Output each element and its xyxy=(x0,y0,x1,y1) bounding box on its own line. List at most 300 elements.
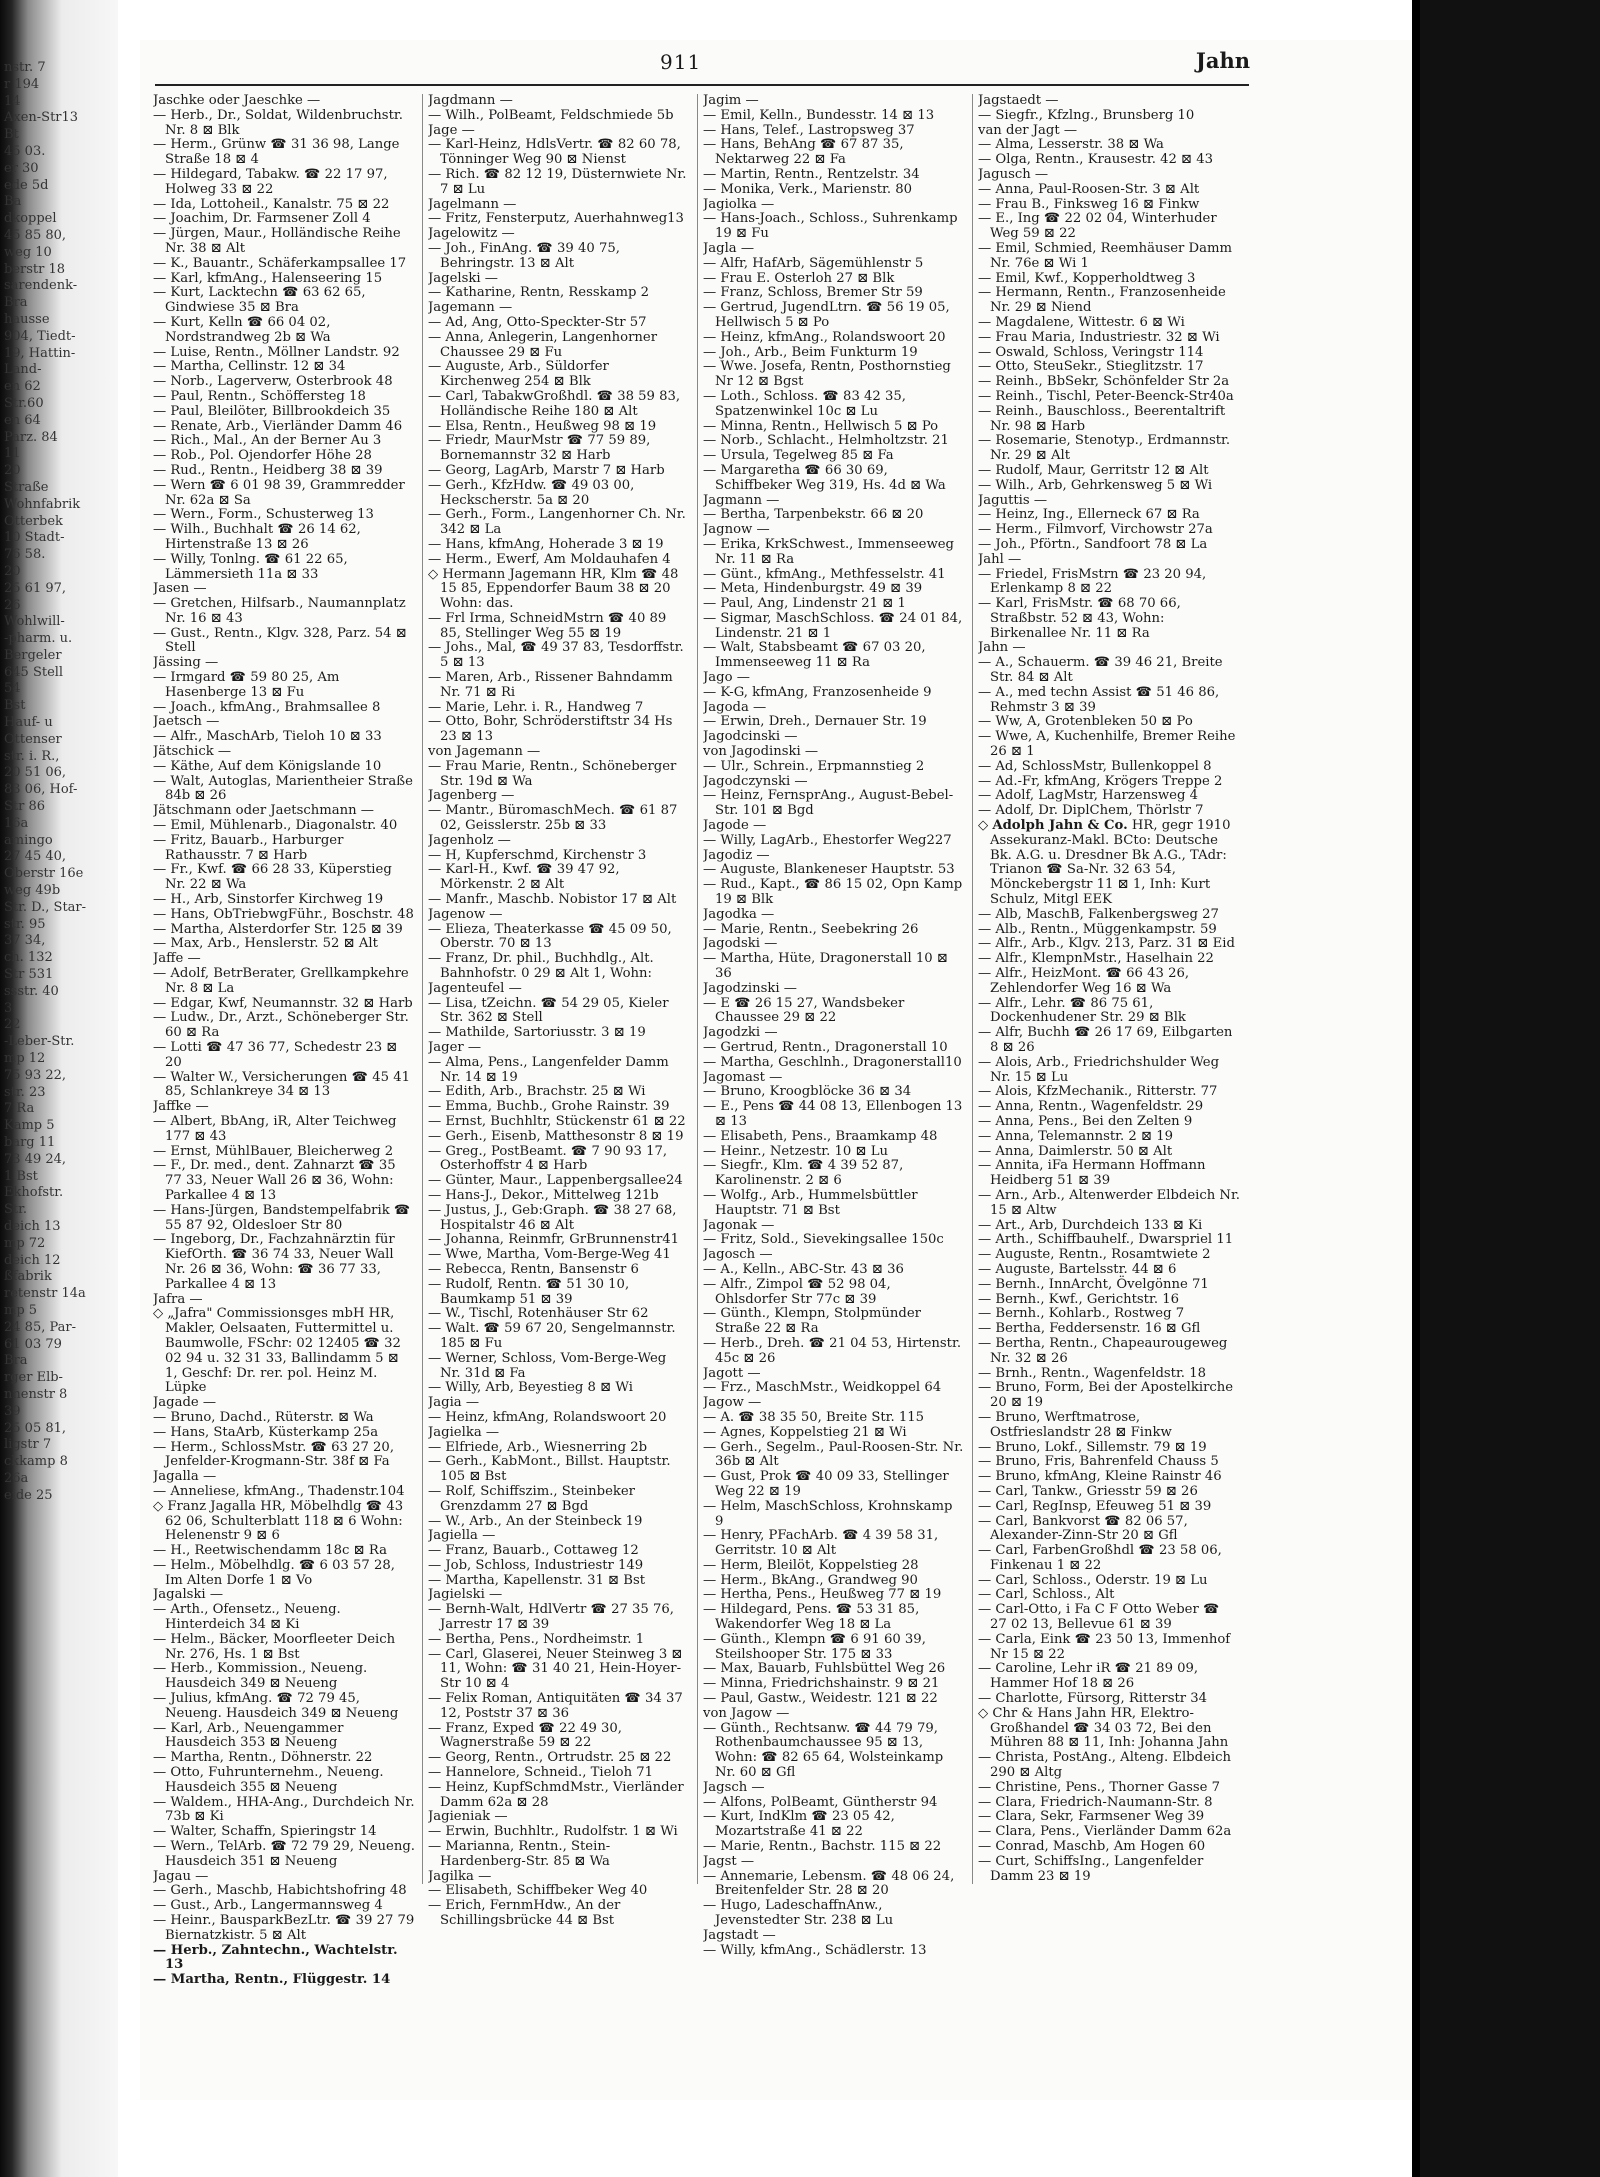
surname-heading: Jätschick — xyxy=(153,744,232,760)
directory-entry: — Otto, Bohr, Schröderstiftstr 34 Hs 23 ⊠ 13 xyxy=(428,714,673,745)
directory-entry: — Bruno, Lokf., Sillemstr. 79 ⊠ 19 xyxy=(978,1439,1207,1455)
directory-entry: — Rosemarie, Stenotyp., Erdmannstr. Nr. 29 ⊠ Alt xyxy=(978,433,1231,464)
directory-entry: — Anna, Anlegerin, Langenhorner Chaussee 29 ⊠ Fu xyxy=(428,329,658,360)
surname-heading: Jaffke — xyxy=(153,1099,209,1115)
directory-entry: — Rolf, Schiffszim., Steinbeker Grenzdamm 27 ⊠ Bgd xyxy=(428,1483,635,1514)
left-page-text: 645 Stell xyxy=(4,664,64,680)
directory-entry: — Fr., Kwf. ☎ 66 28 33, Küperstieg Nr. 22 ⊠ Wa xyxy=(153,862,392,893)
directory-entry: — Max, Arb., Henslerstr. 52 ⊠ Alt xyxy=(153,936,378,952)
directory-entry: — Bertha, Tarpenbekstr. 66 ⊠ 20 xyxy=(703,507,924,523)
surname-heading: Jaguttis — xyxy=(978,492,1048,508)
directory-entry: — Luise, Rentn., Möllner Landstr. 92 xyxy=(153,344,400,360)
directory-entry: — Rebecca, Rentn, Bansenstr 6 xyxy=(428,1261,639,1277)
directory-entry: — Lotti ☎ 47 36 77, Schedestr 23 ⊠ 20 xyxy=(153,1040,398,1070)
directory-entry: — Wern ☎ 6 01 98 39, Grammredder Nr. 62a ⊠ Sa xyxy=(153,477,405,508)
directory-entry: — Gertrud, Rentn., Dragonerstall 10 xyxy=(703,1040,948,1055)
directory-entry: — Clara, Friedrich-Naumann-Str. 8 xyxy=(978,1794,1213,1810)
directory-entry: — Gerh., Eisenb, Matthesonstr 8 ⊠ 19 xyxy=(428,1128,684,1144)
directory-entry: ◇ Chr & Hans Jahn HR, Elektro-Großhandel ☎ 34 03 72, Bei den Mühren 88 ⊠ 11, Inh: Johanna Jahn xyxy=(978,1705,1229,1751)
directory-entry: — Fritz, Sold., Sievekingsallee 150c xyxy=(703,1232,944,1248)
left-page-text: ssstr. 40 xyxy=(4,983,59,999)
directory-entry: — Helm., Bäcker, Moorfleeter Deich Nr. 276, Hs. 1 ⊠ Bst xyxy=(153,1631,396,1662)
directory-entry: — Reinh., BbSekr, Schönfelder Str 2a xyxy=(978,374,1230,390)
directory-entry: — Bernh., Kwf., Gerichtstr. 16 xyxy=(978,1291,1179,1307)
directory-entry: — Herb., Dr., Soldat, Wildenbruchstr. Nr. 8 ⊠ Blk xyxy=(153,107,403,138)
surname-heading: Jagmann — xyxy=(703,492,780,508)
directory-entry: — W., Arb., An der Steinbeck 19 xyxy=(428,1513,643,1529)
directory-entry: — Alfons, PolBeamt, Güntherstr 94 xyxy=(703,1794,938,1810)
directory-column-4 xyxy=(978,94,1240,1884)
surname-heading: Jagla — xyxy=(703,240,755,256)
directory-entry: — Wwe. Josefa, Rentn, Posthornstieg Nr 12 ⊠ Bgst xyxy=(703,359,951,390)
directory-entry: — Clara, Sekr, Farmsener Weg 39 xyxy=(978,1809,1205,1825)
directory-entry: — Günth., Klempn, Stolpmünder Straße 22 ⊠ Ra xyxy=(703,1306,921,1337)
left-page-text: deich 13 xyxy=(4,1218,61,1234)
left-page-text: str. i. R., xyxy=(4,748,60,764)
directory-entry: — Bernh., Kohlarb., Rostweg 7 xyxy=(978,1306,1185,1322)
running-keyword: Jahn xyxy=(1195,48,1250,73)
directory-entry: — Emil, Kelln., Bundesstr. 14 ⊠ 13 xyxy=(703,107,935,123)
surname-heading: Jasen — xyxy=(153,581,207,597)
surname-heading: Jagsch — xyxy=(703,1779,765,1795)
directory-entry: — Siegfr., Klm. ☎ 4 39 52 87, Karolinenstr. 2 ⊠ 6 xyxy=(703,1158,904,1189)
left-page-text: Str 86 xyxy=(4,799,46,815)
directory-entry: — H., Reetwischendamm 18c ⊠ Ra xyxy=(153,1543,387,1559)
left-page-text: 3 xyxy=(4,1000,13,1016)
directory-entry: — Agnes, Koppelstieg 21 ⊠ Wi xyxy=(703,1424,907,1440)
directory-entry: — K-G, kfmAng, Franzosenheide 9 xyxy=(703,684,932,700)
left-page-text: 61 03 79 xyxy=(4,1336,62,1352)
surname-heading: Jagodka — xyxy=(703,906,775,922)
directory-entry: — Georg, LagArb, Marstr 7 ⊠ Harb xyxy=(428,462,665,478)
surname-heading: Jagdmann — xyxy=(428,94,513,108)
surname-heading: Jagiella — xyxy=(428,1528,496,1544)
directory-entry: — Ad.-Fr, kfmAng, Krögers Treppe 2 xyxy=(978,773,1223,789)
directory-entry: — Martha, Cellinstr. 12 ⊠ 34 xyxy=(153,359,346,375)
surname-heading: Jagenteufel — xyxy=(428,980,522,996)
directory-entry: — Herm., Grünw ☎ 31 36 98, Lange Straße 18 ⊠ 4 xyxy=(153,137,400,168)
directory-entry: — Anna, Telemannstr. 2 ⊠ 19 xyxy=(978,1128,1173,1144)
left-page-text: Str 531 xyxy=(4,967,54,983)
directory-entry: — Carl, TabakwGroßhdl. ☎ 38 59 83, Holländische Reihe 180 ⊠ Alt xyxy=(428,388,681,419)
directory-entry: — Erwin, Buchhltr., Rudolfstr. 1 ⊠ Wi xyxy=(428,1824,678,1840)
left-page-text: 45 03. xyxy=(4,143,46,159)
left-page-text: hausse xyxy=(4,311,50,327)
surname-heading: Jagielka — xyxy=(428,1424,500,1440)
directory-entry: — Katharine, Rentn, Resskamp 2 xyxy=(428,285,650,301)
left-page-text: Str. xyxy=(4,1202,28,1218)
directory-entry: — Gust., Arb., Langermannsweg 4 xyxy=(153,1898,383,1914)
surname-heading: Jagelmann — xyxy=(428,196,517,212)
left-page-text: 20 xyxy=(4,463,21,479)
directory-entry: — E ☎ 26 15 27, Wandsbeker Chaussee 29 ⊠ 22 xyxy=(703,995,905,1026)
left-page-text: ßfabrik xyxy=(4,1269,52,1285)
surname-heading: Jagenow — xyxy=(428,906,503,922)
directory-entry: — Friedel, FrisMstrn ☎ 23 20 94, Erlenkamp 8 ⊠ 22 xyxy=(978,566,1207,597)
left-page-text: 7 Ra xyxy=(4,1101,35,1117)
directory-entry: — Minna, Friedrichshainstr. 9 ⊠ 21 xyxy=(703,1676,940,1692)
directory-entry: — Monika, Verk., Marienstr. 80 xyxy=(703,181,913,197)
directory-column-1 xyxy=(153,94,415,1988)
surname-heading: Jätschmann oder Jaetschmann — xyxy=(153,803,374,819)
directory-entry: — Friedr, MaurMstr ☎ 77 59 89, Bornemannstr 32 ⊠ Harb xyxy=(428,433,651,464)
directory-entry: — Walt. ☎ 59 67 20, Sengelmannstr. 185 ⊠ Fu xyxy=(428,1321,676,1351)
directory-entry: — Martin, Rentn., Rentzelstr. 34 xyxy=(703,166,920,182)
directory-entry: — Adolf, LagMstr, Harzensweg 4 xyxy=(978,788,1198,804)
directory-entry: — Elieza, Theaterkasse ☎ 45 09 50, Oberstr. 70 ⊠ 13 xyxy=(428,921,672,952)
directory-entry: — Alfr., Lehr. ☎ 86 75 61, Dockenhudener Str. 29 ⊠ Blk xyxy=(978,995,1186,1026)
surname-heading: von Jagemann — xyxy=(428,744,541,760)
left-page-text: ede 5d xyxy=(4,177,49,193)
directory-entry: — A., Kelln., ABC-Str. 43 ⊠ 36 xyxy=(703,1261,904,1277)
directory-entry: — A. ☎ 38 35 50, Breite Str. 115 xyxy=(703,1409,925,1425)
directory-entry: — Joh., FinAng. ☎ 39 40 75, Behringstr. 13 ⊠ Alt xyxy=(428,240,620,271)
column-divider xyxy=(697,94,698,1884)
directory-entry: — Herm., BkAng., Grandweg 90 xyxy=(703,1572,918,1588)
directory-entry: — Christa, PostAng., Alteng. Elbdeich 290 ⊠ Altg xyxy=(978,1750,1231,1781)
left-page-text: 19, Hattin- xyxy=(4,345,76,361)
directory-entry: — Hans, Telef., Lastropsweg 37 xyxy=(703,122,915,138)
directory-entry: — Emil, Mühlenarb., Diagonalstr. 40 xyxy=(153,818,398,834)
directory-entry: — Franz, Bauarb., Cottaweg 12 xyxy=(428,1543,639,1559)
directory-column-2 xyxy=(428,94,690,1929)
directory-entry: — Helm., Möbelhdlg. ☎ 6 03 57 28, Im Alten Dorfe 1 ⊠ Vo xyxy=(153,1557,395,1588)
surname-heading: Jagst — xyxy=(703,1853,755,1869)
page-header xyxy=(140,48,1250,82)
directory-entry: — Emil, Schmied, Reemhäuser Damm Nr. 76e ⊠ Wi 1 xyxy=(978,240,1233,271)
surname-heading: Jagstaedt — xyxy=(978,94,1059,108)
directory-entry: — Edgar, Kwf, Neumannstr. 32 ⊠ Harb xyxy=(153,995,413,1011)
directory-entry: — Paul, Bleilöter, Billbrookdeich 35 xyxy=(153,403,391,419)
surname-heading: Jagow — xyxy=(703,1395,762,1411)
directory-entry: — Greg., PostBeamt. ☎ 7 90 93 17, Osterhoffstr 4 ⊠ Harb xyxy=(428,1143,668,1174)
directory-entry: — Willy, Tonlng. ☎ 61 22 65, Lämmersieth 11a ⊠ 33 xyxy=(153,551,348,582)
surname-heading: von Jagow — xyxy=(703,1705,790,1721)
surname-heading: Jahl — xyxy=(978,551,1022,567)
left-page-text: berstr 18 xyxy=(4,261,66,277)
directory-entry: — Bernh-Walt, HdlVertr ☎ 27 35 76, Jarrestr 17 ⊠ 39 xyxy=(428,1602,674,1633)
directory-entry: — Siegfr., Kfzlng., Brunsberg 10 xyxy=(978,107,1195,123)
directory-entry: — Heinz, FernsprAng., August-Bebel-Str. 101 ⊠ Bgd xyxy=(703,788,954,819)
right-page-edge xyxy=(1412,0,1420,2177)
directory-entry: — Heinz, KupfSchmdMstr., Vierländer Damm 62a ⊠ 28 xyxy=(428,1779,684,1810)
left-page-text: r 194 xyxy=(4,76,40,92)
left-page-text: Oberstr 16e xyxy=(4,866,84,882)
left-page-text: mp 72 xyxy=(4,1235,46,1251)
left-page-text: 27 45 40, xyxy=(4,849,67,865)
directory-entry: — Auguste, Bartelsstr. 44 ⊠ 6 xyxy=(978,1261,1177,1277)
directory-entry: — Carl, Glaserei, Neuer Steinweg 3 ⊠ 11, Wohn: ☎ 31 40 21, Hein-Hoyer-Str 10 ⊠ 4 xyxy=(428,1646,683,1692)
directory-entry: — Walt, Stabsbeamt ☎ 67 03 20, Immenseeweg 11 ⊠ Ra xyxy=(703,640,926,671)
directory-entry: — Oswald, Schloss, Veringstr 114 xyxy=(978,344,1204,360)
directory-entry: — Walt, Autoglas, Marientheier Straße 84b ⊠ 26 xyxy=(153,773,413,804)
directory-entry: — Emil, Kwf., Kopperholdtweg 3 xyxy=(978,270,1196,286)
left-page-text: 20 xyxy=(4,563,21,579)
left-page-text: en 62 xyxy=(4,379,41,395)
directory-entry: — Edith, Arb., Brachstr. 25 ⊠ Wi xyxy=(428,1084,646,1100)
left-page-text: sarendenk- xyxy=(4,278,78,294)
directory-entry: — Lisa, tZeichn. ☎ 54 29 05, Kieler Str. 362 ⊠ Stell xyxy=(428,995,669,1026)
directory-entry: — Hermann, Rentn., Franzosenheide Nr. 29 ⊠ Niend xyxy=(978,285,1226,316)
directory-entry: — Hildegard, Pens. ☎ 53 31 85, Wakendorfer Weg 18 ⊠ La xyxy=(703,1602,920,1633)
directory-entry: — Walter, Schaffn, Spieringstr 14 xyxy=(153,1824,377,1840)
directory-entry: — Reinh., Tischl, Peter-Beenck-Str40a xyxy=(978,388,1234,404)
directory-entry: — Frau Marie, Rentn., Schöneberger Str. 19d ⊠ Wa xyxy=(428,758,677,789)
directory-entry: — Paul, Gastw., Weidestr. 121 ⊠ 22 xyxy=(703,1691,938,1707)
surname-heading: Jaetsch — xyxy=(153,714,220,730)
directory-entry: — Bernh., InnArcht, Övelgönne 71 xyxy=(978,1276,1209,1292)
directory-entry: — Karl, Arb., Neuengammer Hausdeich 353 ⊠ Neueng xyxy=(153,1720,344,1751)
surname-heading: Jagstadt — xyxy=(703,1927,776,1943)
directory-entry: — Ww, A, Grotenbleken 50 ⊠ Po xyxy=(978,714,1193,730)
directory-entry: — Heinz, kfmAng, Rolandswoort 20 xyxy=(428,1409,667,1425)
directory-entry: — Caroline, Lehr iR ☎ 21 89 09, Hammer Hof 18 ⊠ 26 xyxy=(978,1661,1199,1692)
directory-entry: — Herm, Bleilöt, Koppelstieg 28 xyxy=(703,1557,919,1573)
directory-entry: — Hugo, LadeschaffnAnw., Jevenstedter Str. 238 ⊠ Lu xyxy=(703,1898,894,1929)
directory-entry: — Irmgard ☎ 59 80 25, Am Hasenberge 13 ⊠ Fu xyxy=(153,670,340,700)
directory-entry: — Art., Arb, Durchdeich 133 ⊠ Ki xyxy=(978,1217,1203,1233)
directory-entry: — K., Bauantr., Schäferkampsallee 17 xyxy=(153,255,407,271)
surname-heading: Jagia — xyxy=(428,1395,480,1411)
left-page-text: weg 49b xyxy=(4,883,61,899)
directory-entry: — Joach., kfmAng., Brahmsallee 8 xyxy=(153,699,381,715)
directory-entry: — Wern., TelArb. ☎ 72 79 29, Neueng. Hausdeich 351 ⊠ Neueng xyxy=(153,1839,415,1869)
directory-entry: — Carl-Otto, i Fa C F Otto Weber ☎ 27 02 13, Bellevue 61 ⊠ 39 xyxy=(978,1602,1220,1633)
directory-entry: — Mantr., BüromaschMech. ☎ 61 87 02, Geisslerstr. 25b ⊠ 33 xyxy=(428,803,678,834)
left-page-text: ckkamp 8 xyxy=(4,1454,68,1470)
left-page-text: Kamp 5 xyxy=(4,1118,55,1134)
left-page-text: str. 23 xyxy=(4,1084,46,1100)
directory-entry: — Heinr., BausparkBezLtr. ☎ 39 27 79 Biernatzkistr. 5 ⊠ Alt xyxy=(153,1913,415,1943)
directory-entry: — Ludw., Dr., Arzt., Schöneberger Str. 60 ⊠ Ra xyxy=(153,1010,409,1041)
directory-entry: — Gerh., KfzHdw. ☎ 49 03 00, Heckscherstr. 5a ⊠ 20 xyxy=(428,477,635,508)
directory-entry: — Arn., Arb., Altenwerder Elbdeich Nr. 15 ⊠ Altw xyxy=(978,1187,1240,1218)
left-page-text: 45 85 80, xyxy=(4,227,67,243)
directory-entry: — E., Ing ☎ 22 02 04, Winterhuder Weg 59 ⊠ 22 xyxy=(978,211,1217,242)
left-page-text: Otterbek xyxy=(4,513,63,529)
left-page-text: ch. 132 xyxy=(4,950,53,966)
directory-entry: — Gretchen, Hilfsarb., Naumannplatz Nr. 16 ⊠ 43 xyxy=(153,596,406,626)
directory-entry: — Margaretha ☎ 66 30 69, Schiffbeker Weg 319, Hs. 4d ⊠ Wa xyxy=(703,462,946,493)
directory-entry: — Bertha, Pens., Nordheimstr. 1 xyxy=(428,1631,645,1647)
surname-heading: Jagenholz — xyxy=(428,832,511,848)
directory-entry: — Alfr, Buchh ☎ 26 17 69, Eilbgarten 8 ⊠ 26 xyxy=(978,1025,1233,1055)
directory-entry: — Anna, Daimlerstr. 50 ⊠ Alt xyxy=(978,1143,1173,1159)
directory-entry: — W., Tischl, Rotenhäuser Str 62 xyxy=(428,1306,649,1322)
directory-entry: — Bruno, Werftmatrose, Ostfrieslandstr 28 ⊠ Finkw xyxy=(978,1409,1172,1440)
surname-heading: Jago — xyxy=(703,670,750,686)
left-page-text: deich 12 xyxy=(4,1252,61,1268)
directory-entry: — Hans-J., Dekor., Mittelweg 121b xyxy=(428,1187,659,1203)
directory-entry: — Carl, Tankw., Griesstr 59 ⊠ 26 xyxy=(978,1483,1198,1499)
directory-entry: — Minna, Rentn., Hellwisch 5 ⊠ Po xyxy=(703,418,939,434)
left-page-text: Land- xyxy=(4,362,42,378)
directory-entry: — Herb., Zahntechn., Wachtelstr. 13 xyxy=(153,1942,398,1973)
directory-entry: — Felix Roman, Antiquitäten ☎ 34 37 12, Poststr 37 ⊠ 36 xyxy=(428,1691,683,1721)
directory-entry: — Magdalene, Wittestr. 6 ⊠ Wi xyxy=(978,314,1185,330)
directory-entry: — Maren, Arb., Rissener Bahndamm Nr. 71 ⊠ Ri xyxy=(428,670,673,700)
surname-heading: Jagodzinski — xyxy=(703,980,797,996)
directory-entry: — Georg, Rentn., Ortrudstr. 25 ⊠ 22 xyxy=(428,1750,672,1766)
directory-entry: — Loth., Schloss. ☎ 83 42 35, Spatzenwinkel 10c ⊠ Lu xyxy=(703,388,906,419)
directory-entry: — Auguste, Blankeneser Hauptstr. 53 xyxy=(703,862,955,878)
left-page-text: Bt xyxy=(4,127,19,143)
surname-heading: Jagusch — xyxy=(978,166,1049,182)
left-page-text: 14 xyxy=(4,93,21,109)
directory-entry: — Ingeborg, Dr., Fachzahnärztin für KiefOrth. ☎ 36 74 33, Neuer Wall Nr. 26 ⊠ 36, Wohn: ☎ 36 77 33, Parkallee 4 ⊠ 13 xyxy=(153,1232,395,1292)
surname-heading: Jagau — xyxy=(153,1868,209,1884)
directory-entry: — Martha, Geschlnh., Dragonerstall10 xyxy=(703,1054,962,1070)
directory-entry: — Alfr., Arb., Klgv. 213, Parz. 31 ⊠ Eid xyxy=(978,936,1235,952)
directory-entry: — Albert, BbAng, iR, Alter Teichweg 177 ⊠ 43 xyxy=(153,1113,397,1144)
directory-entry: — Rudolf, Rentn. ☎ 51 30 10, Baumkamp 51 ⊠ 39 xyxy=(428,1276,630,1307)
directory-entry: — Karl-H., Kwf. ☎ 39 47 92, Mörkenstr. 2 ⊠ Alt xyxy=(428,862,620,893)
directory-entry: — Frl Irma, SchneidMstrn ☎ 40 89 85, Stellinger Weg 55 ⊠ 19 xyxy=(428,610,667,641)
directory-entry: ◇ Hermann Jagemann HR, Klm ☎ 48 15 85, Eppendorfer Baum 38 ⊠ 20 Wohn: das. xyxy=(428,566,679,612)
directory-entry: — Adolf, BetrBerater, Grellkampkehre Nr. 8 ⊠ La xyxy=(153,966,409,996)
surname-heading: Jagodiz — xyxy=(703,847,770,863)
directory-entry: — Rich. ☎ 82 12 19, Düsternwiete Nr. 7 ⊠ Lu xyxy=(428,166,687,197)
directory-entry: — Alfr., Zimpol ☎ 52 98 04, Ohlsdorfer Str 77c ⊠ 39 xyxy=(703,1276,891,1307)
surname-heading: Jage — xyxy=(428,122,475,138)
surname-heading: Jagosch — xyxy=(703,1247,773,1263)
directory-entry: — Martha, Kapellenstr. 31 ⊠ Bst xyxy=(428,1572,646,1588)
left-page-text: 54 xyxy=(4,681,21,697)
directory-entry: — Wilh., Buchhalt ☎ 26 14 62, Hirtenstraße 13 ⊠ 26 xyxy=(153,522,361,552)
directory-entry: — Werner, Schloss, Vom-Berge-Weg Nr. 31d ⊠ Fa xyxy=(428,1350,667,1381)
directory-entry: — Bertha, Feddersenstr. 16 ⊠ Gfl xyxy=(978,1321,1201,1337)
surname-heading: Jagilka — xyxy=(428,1868,492,1884)
directory-entry: — Herm., SchlossMstr. ☎ 63 27 20, Jenfelder-Krogmann-Str. 38f ⊠ Fa xyxy=(153,1439,395,1470)
directory-entry: — Olga, Rentn., Krausestr. 42 ⊠ 43 xyxy=(978,152,1214,168)
surname-heading: Jagemann — xyxy=(428,300,513,316)
directory-entry: — Walter W., Versicherungen ☎ 45 41 85, Schlankreye 34 ⊠ 13 xyxy=(153,1069,410,1100)
directory-entry: — Ad, Ang, Otto-Speckter-Str 57 xyxy=(428,314,647,330)
directory-entry: — Bertha, Rentn., Chapeaurougeweg Nr. 32 ⊠ 26 xyxy=(978,1335,1228,1366)
directory-entry: — Bruno, kfmAng, Kleine Rainstr 46 xyxy=(978,1469,1222,1485)
surname-heading: Jagade — xyxy=(153,1395,217,1411)
directory-entry: — Ad, SchlossMstr, Bullenkoppel 8 xyxy=(978,758,1212,774)
directory-entry: — Bruno, Dachd., Rüterstr. ⊠ Wa xyxy=(153,1409,374,1425)
left-page-text: Hauf- u xyxy=(4,715,53,731)
left-page-text: nstr. 7 xyxy=(4,60,46,75)
left-page-text: str. 95 xyxy=(4,916,46,932)
directory-entry: — Elisabeth, Schiffbeker Weg 40 xyxy=(428,1883,648,1899)
directory-entry: — Heinz, kfmAng., Rolandswoort 20 xyxy=(703,329,946,345)
directory-entry: — Gerh., Segelm., Paul-Roosen-Str. Nr. 36b ⊠ Alt xyxy=(703,1439,964,1470)
left-page-text: 75 93 22, xyxy=(4,1067,67,1083)
directory-entry: — Marie, Rentn., Bachstr. 115 ⊠ 22 xyxy=(703,1839,942,1855)
directory-entry: — Elisabeth, Pens., Braamkamp 48 xyxy=(703,1128,938,1144)
directory-entry: — Johs., Mal, ☎ 49 37 83, Tesdorffstr. 5 ⊠ 13 xyxy=(428,640,684,671)
directory-entry: — Alfr., KlempnMstr., Haselhain 22 xyxy=(978,951,1214,967)
directory-entry: — Christine, Pens., Thorner Gasse 7 xyxy=(978,1779,1221,1795)
directory-entry: — Brnh., Rentn., Wagenfeldstr. 18 xyxy=(978,1365,1206,1381)
left-page-text: 904, Tiedt- xyxy=(4,328,76,344)
directory-entry: — Willy, kfmAng., Schädlerstr. 13 xyxy=(703,1942,927,1958)
left-page-text: Ottenser xyxy=(4,731,62,747)
directory-entry: — Norb., Lagerverw, Osterbrook 48 xyxy=(153,374,393,390)
left-page-text: en 64 xyxy=(4,412,41,428)
directory-entry: — Carl, Schloss., Oderstr. 19 ⊠ Lu xyxy=(978,1572,1208,1588)
directory-entry: — Fritz, Bauarb., Harburger Rathausstr. 7 ⊠ Harb xyxy=(153,832,344,863)
surname-heading: Jagomast — xyxy=(703,1069,783,1085)
directory-entry: — Auguste, Rentn., Rosamtwiete 2 xyxy=(978,1247,1211,1263)
surname-heading: Jagoda — xyxy=(703,699,767,715)
directory-entry: — Frz., MaschMstr., Weidkoppel 64 xyxy=(703,1380,942,1396)
directory-entry: — Frau E. Osterloh 27 ⊠ Blk xyxy=(703,270,895,286)
directory-entry: — Gust., Rentn., Klgv. 328, Parz. 54 ⊠ Stell xyxy=(153,625,407,656)
surname-heading: Jaffe — xyxy=(153,951,201,967)
surname-heading: Jagonak — xyxy=(703,1217,775,1233)
directory-entry: — Paul, Rentn., Schöffersteg 18 xyxy=(153,388,366,404)
directory-entry: ◇ Franz Jagalla HR, Möbelhdlg ☎ 43 62 06, Schulterblatt 118 ⊠ 6 Wohn: Helenenstr 9 ⊠ 6 xyxy=(153,1498,404,1544)
surname-heading: Jagott — xyxy=(703,1365,761,1381)
directory-entry: — Hans, kfmAng, Hoherade 3 ⊠ 19 xyxy=(428,536,664,552)
directory-entry: — Hildegard, Tabakw. ☎ 22 17 97, Holweg 33 ⊠ 22 xyxy=(153,166,388,197)
surname-heading: von Jagodinski — xyxy=(703,744,819,760)
directory-entry: — Wwe, A, Kuchenhilfe, Bremer Reihe 26 ⊠ 1 xyxy=(978,729,1236,760)
directory-entry: — Günt., kfmAng., Methfesselstr. 41 xyxy=(703,566,946,582)
directory-entry: — Wern., Form., Schusterweg 13 xyxy=(153,507,374,523)
directory-entry: — Alois, KfzMechanik., Ritterstr. 77 xyxy=(978,1084,1218,1100)
directory-entry: — Karl, kfmAng., Halenseering 15 xyxy=(153,270,383,286)
left-page-text: 25 05 81, xyxy=(4,1420,67,1436)
left-page-text: 83 06, Hof- xyxy=(4,782,78,798)
directory-entry: — Waldem., HHA-Ang., Durchdeich Nr. 73b ⊠ Ki xyxy=(153,1794,415,1825)
directory-entry: — Franz, Dr. phil., Buchhdlg., Alt. Bahnhofstr. 0 29 ⊠ Alt 1, Wohn: xyxy=(428,951,654,982)
directory-entry: — Arth., Ofensetz., Neueng. Hinterdeich 34 ⊠ Ki xyxy=(153,1602,341,1633)
directory-entry: — Martha, Rentn., Döhnerstr. 22 xyxy=(153,1750,373,1766)
left-page-text: mp 12 xyxy=(4,1051,46,1067)
surname-heading: Jagodski — xyxy=(703,936,778,952)
directory-entry: — Erika, KrkSchwest., Immenseeweg Nr. 11 ⊠ Ra xyxy=(703,536,954,567)
directory-entry: — Bruno, Form, Bei der Apostelkirche 20 ⊠ 19 xyxy=(978,1380,1234,1411)
directory-entry: — Hans, StaArb, Küsterkamp 25a xyxy=(153,1424,379,1440)
left-page-text: Str. D., Star- xyxy=(4,899,87,915)
directory-entry: — Arth., Schiffbauhelf., Dwarspriel 11 xyxy=(978,1232,1234,1248)
surname-heading: Jagodczynski — xyxy=(703,773,808,789)
directory-entry: — Marie, Rentn., Seebekring 26 xyxy=(703,921,919,937)
left-page-text: 39 xyxy=(4,1403,21,1419)
directory-entry: — Marianna, Rentn., Stein-Hardenberg-Str. 85 ⊠ Wa xyxy=(428,1839,611,1869)
directory-entry: — Manfr., Maschb. Nobistor 17 ⊠ Alt xyxy=(428,892,677,908)
directory-entry: — Carl, Bankvorst ☎ 82 06 57, Alexander-Zinn-Str 20 ⊠ Gfl xyxy=(978,1513,1188,1544)
directory-entry: — E., Pens ☎ 44 08 13, Ellenbogen 13 ⊠ 13 xyxy=(703,1099,963,1129)
directory-entry: — H., Arb, Sinstorfer Kirchweg 19 xyxy=(153,892,384,908)
directory-entry: — Charlotte, Fürsorg, Ritterstr 34 xyxy=(978,1691,1208,1707)
directory-entry: — Gertrud, JugendLtrn. ☎ 56 19 05, Hellwisch 5 ⊠ Po xyxy=(703,300,950,330)
directory-entry: — Frau B., Finksweg 16 ⊠ Finkw xyxy=(978,196,1200,212)
directory-entry: — Mathilde, Sartoriusstr. 3 ⊠ 19 xyxy=(428,1025,646,1041)
directory-entry: — Ida, Lottoheil., Kanalstr. 75 ⊠ 22 xyxy=(153,196,390,212)
directory-entry: — Alb, MaschB, Falkenbergsweg 27 xyxy=(978,906,1219,922)
directory-entry: — Wwe, Martha, Vom-Berge-Weg 41 xyxy=(428,1247,671,1263)
left-page-text: rger Elb- xyxy=(4,1370,63,1386)
directory-entry: — Rud., Rentn., Heidberg 38 ⊠ 39 xyxy=(153,462,383,478)
directory-entry: — Reinh., Bauschloss., Beerentaltrift Nr. 98 ⊠ Harb xyxy=(978,403,1226,434)
left-page-text: 1 Bst xyxy=(4,1168,38,1184)
directory-entry: — Willy, LagArb., Ehestorfer Weg227 xyxy=(703,832,952,848)
directory-entry: — Adolf, Dr. DiplChem, Thörlstr 7 xyxy=(978,803,1204,819)
surname-heading: Jagim — xyxy=(703,94,759,108)
left-page-text: Bergeler xyxy=(4,647,62,663)
surname-heading: Jafra — xyxy=(153,1291,203,1307)
directory-entry: — Hans, BehAng ☎ 67 87 35, Nektarweg 22 ⊠ Fa xyxy=(703,137,904,168)
directory-entry: — Alfr, HafArb, Sägemühlenstr 5 xyxy=(703,255,924,271)
directory-entry: — Gust, Prok ☎ 40 09 33, Stellinger Weg 22 ⊠ 19 xyxy=(703,1469,949,1499)
header-rule xyxy=(155,84,1249,86)
